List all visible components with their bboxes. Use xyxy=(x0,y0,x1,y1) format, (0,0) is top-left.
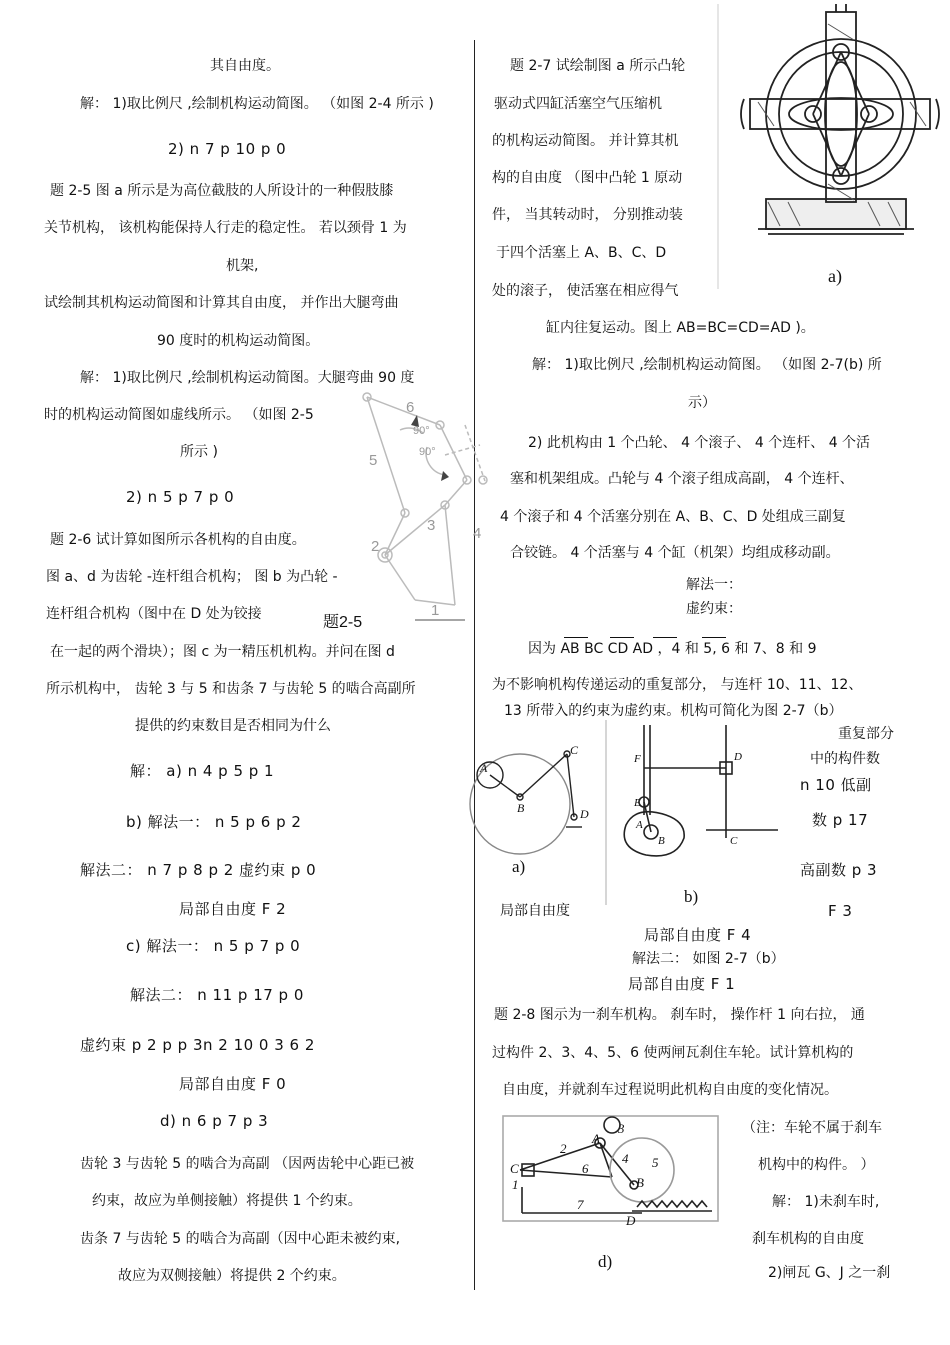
text-line: 题 2-5 图 a 所示是为高位截肢的人所设计的一种假肢膝 xyxy=(50,183,394,199)
text-line: 重复部分 xyxy=(838,726,894,742)
fig25-label-6: 6 xyxy=(406,399,415,416)
fig-b-label-E: E xyxy=(634,797,641,809)
fig-d-label-C: C xyxy=(510,1161,519,1176)
text-line: 题 2-6 试计算如图所示各机构的自由度。 xyxy=(50,532,306,548)
text-line: 故应为双侧接触）将提供 2 个约束。 xyxy=(118,1268,346,1284)
text-line: 过构件 2、3、4、5、6 使两闸瓦刹住车轮。试计算机构的 xyxy=(492,1045,854,1061)
text-line: 因为 AB BC CD AD ，4 和 5, 6 和 7、8 和 9 xyxy=(528,641,817,657)
formula-line: b) 解法一： n 5 p 6 p 2 xyxy=(126,813,302,831)
text-line: 示） xyxy=(688,395,716,411)
overbar xyxy=(702,637,726,638)
fig-d-label-7: 7 xyxy=(577,1197,584,1212)
formula-line: 解法二： n 7 p 8 p 2 虚约束 p 0 xyxy=(80,861,317,879)
text-line: 塞和机架组成。凸轮与 4 个滚子组成高副， 4 个连杆、 xyxy=(510,471,854,487)
fig-b-label-D: D xyxy=(734,751,742,763)
figure-d xyxy=(502,1115,720,1275)
text-line: 解： 1)取比例尺 ,绘制机构运动简图。大腿弯曲 90 度 xyxy=(80,370,415,386)
formula-line: c) 解法一： n 5 p 7 p 0 xyxy=(126,937,301,955)
text-line: 连杆组合机构（图中在 D 处为铰接 xyxy=(46,606,262,622)
text-line: 机构中的构件。 ） xyxy=(758,1157,875,1173)
fig-a-caption: a) xyxy=(512,857,526,876)
text-line: 缸内往复运动。图上 AB=BC=CD=AD )。 xyxy=(546,320,815,336)
text-line: 时的机构运动简图如虚线所示。 （如图 2-5 xyxy=(44,407,314,423)
fig25-angle-90-a: 90° xyxy=(413,425,430,437)
text-line: 构的自由度 （图中凸轮 1 原动 xyxy=(492,170,683,186)
figure-a xyxy=(462,742,607,882)
text-line: 于四个活塞上 A、B、C、D xyxy=(496,245,667,261)
text-line: 题 2-8 图示为一刹车机构。 刹车时， 操作杆 1 向右拉， 通 xyxy=(494,1007,865,1023)
fig25-angle-90-b: 90° xyxy=(419,446,436,458)
fig-a-label-A: A xyxy=(480,761,488,775)
fig-d-label-6: 6 xyxy=(582,1161,589,1176)
fig-b-label-F: F xyxy=(634,753,641,765)
fig-a-label-B: B xyxy=(517,801,525,815)
text-line: 解： 1)取比例尺 ,绘制机构运动简图。 （如图 2-4 所示 ) xyxy=(80,96,434,112)
formula-line: 局部自由度 F 2 xyxy=(179,900,287,918)
text-line: 的机构运动简图。 并计算其机 xyxy=(492,133,679,149)
text-line: 自由度，并就刹车过程说明此机构自由度的变化情况。 xyxy=(502,1082,838,1098)
text-line: 驱动式四缸活塞空气压缩机 xyxy=(494,96,662,112)
fig25-label-4: 4 xyxy=(473,525,482,542)
text-line: 题 2-7 试绘制图 a 所示凸轮 xyxy=(510,58,686,74)
text-line: 图 a、d 为齿轮 -连杆组合机构； 图 b 为凸轮 - xyxy=(46,569,338,585)
overbar xyxy=(653,637,677,638)
fig-b-label-A: A xyxy=(636,819,643,831)
fig-d-label-4: 4 xyxy=(622,1151,629,1166)
text-line: 其自由度。 xyxy=(210,58,280,74)
fig-d-label-D: D xyxy=(626,1213,636,1228)
text-line: 试绘制其机构运动简图和计算其自由度， 并作出大腿弯曲 xyxy=(44,295,399,311)
text-line: 齿条 7 与齿轮 5 的啮合为高副（因中心距未被约束, xyxy=(80,1231,401,1247)
fig25-caption: 题2-5 xyxy=(323,614,363,631)
column-divider xyxy=(474,40,475,1290)
text-line: 4 个滚子和 4 个活塞分别在 A、B、C、D 处组成三副复 xyxy=(500,509,846,525)
text-line: 约束，故应为单侧接触）将提供 1 个约束。 xyxy=(92,1193,362,1209)
figure-b xyxy=(606,720,780,910)
text-line: 13 所带入的约束为虚约束。机构可简化为图 2-7（b） xyxy=(504,703,843,719)
formula-line: F 3 xyxy=(828,902,853,920)
text-line: 处的滚子， 使活塞在相应得气 xyxy=(492,283,679,299)
formula-line: 解： a) n 4 p 5 p 1 xyxy=(130,762,275,780)
figure-2-7a xyxy=(718,4,950,289)
text-line: 解： 1)未刹车时, xyxy=(772,1194,880,1210)
formula-line: 局部自由度 F 4 xyxy=(644,926,752,944)
fig25-label-3: 3 xyxy=(427,517,436,534)
formula-line: 局部自由度 F 0 xyxy=(179,1075,287,1093)
text-line: 件， 当其转动时， 分别推动装 xyxy=(492,207,683,223)
overbar xyxy=(610,637,634,638)
text-line: 所示 ) xyxy=(180,444,218,460)
fig-a-label-D: D xyxy=(580,807,589,821)
formula-line: 高副数 p 3 xyxy=(800,861,878,879)
text-line: 关节机构， 该机构能保持人行走的稳定性。 若以颈骨 1 为 xyxy=(44,220,407,236)
formula-line: d) n 6 p 7 p 3 xyxy=(160,1112,269,1130)
fig25-label-2: 2 xyxy=(371,538,380,555)
fig27a-caption: a) xyxy=(828,266,842,286)
fig25-label-5: 5 xyxy=(369,452,378,469)
fig-b-label-C: C xyxy=(730,835,738,847)
formula-line: 2) n 7 p 10 p 0 xyxy=(168,140,287,158)
text-line: 为不影响机构传递运动的重复部分， 与连杆 10、11、12、 xyxy=(492,677,863,693)
fig-d-label-3: 3 xyxy=(618,1121,625,1136)
text-line: 机架, xyxy=(226,258,259,274)
text-line: 局部自由度 xyxy=(500,903,570,919)
fig-d-label-5: 5 xyxy=(652,1155,659,1170)
formula-line: 2) n 5 p 7 p 0 xyxy=(126,488,235,506)
formula-line: 虚约束 p 2 p p 3n 2 10 0 3 6 2 xyxy=(80,1036,315,1054)
text-line: 提供的约束数目是否相同为什么 xyxy=(135,718,331,734)
text-line: （注：车轮不属于刹车 xyxy=(742,1120,882,1136)
fig25-label-1: 1 xyxy=(431,602,440,619)
text-line: 刹车机构的自由度 xyxy=(752,1231,864,1247)
formula-line: 数 p 17 xyxy=(812,811,869,829)
text-line: 解法一： xyxy=(686,577,742,593)
text-line: 解： 1)取比例尺 ,绘制机构运动简图。 （如图 2-7(b) 所 xyxy=(532,357,882,373)
text-line: 90 度时的机构运动简图。 xyxy=(157,333,320,349)
text-line: 所示机构中， 齿轮 3 与 5 和齿条 7 与齿轮 5 的啮合高副所 xyxy=(46,681,416,697)
fig-b-caption: b) xyxy=(684,887,699,906)
formula-line: 解法二： n 11 p 17 p 0 xyxy=(130,986,304,1004)
fig-a-label-C: C xyxy=(570,743,579,757)
formula-line: 局部自由度 F 1 xyxy=(628,975,736,993)
fig-d-label-1: 1 xyxy=(512,1177,519,1192)
fig-d-label-2: 2 xyxy=(560,1141,567,1156)
figure-2-5 xyxy=(323,385,495,635)
fig-d-caption: d) xyxy=(598,1252,613,1271)
text-line: 在一起的两个滑块）；图 c 为一精压机机构。并问在图 d xyxy=(50,644,395,660)
text-line: 2) 此机构由 1 个凸轮、 4 个滚子、 4 个连杆、 4 个活 xyxy=(528,435,871,451)
text-line: 合铰链。 4 个活塞与 4 个缸（机架）均组成移动副。 xyxy=(510,545,840,561)
text-line: 2)闸瓦 G、J 之一刹 xyxy=(768,1265,891,1281)
text-line: 中的构件数 xyxy=(810,751,880,767)
fig-b-label-B: B xyxy=(658,835,665,847)
text-line: 解法二： 如图 2-7（b） xyxy=(632,951,785,967)
fig-d-label-B: B xyxy=(636,1175,644,1190)
text-line: 虚约束： xyxy=(686,601,742,617)
fig-d-label-A: A xyxy=(592,1131,600,1146)
formula-line: n 10 低副 xyxy=(800,776,872,794)
overbar xyxy=(564,637,588,638)
text-line: 齿轮 3 与齿轮 5 的啮合为高副 （因两齿轮中心距已被 xyxy=(80,1156,415,1172)
